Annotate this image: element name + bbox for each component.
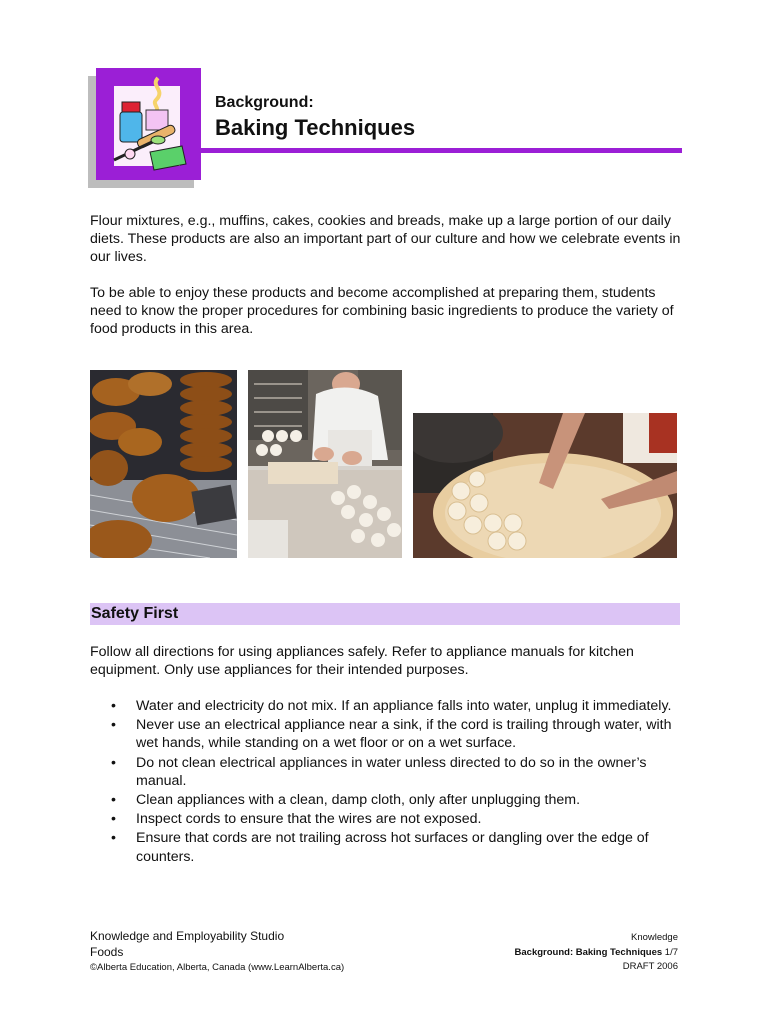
cookies-photo bbox=[90, 370, 237, 558]
footer-studio: Knowledge and Employability Studio bbox=[90, 929, 285, 943]
footer-draft: DRAFT 2006 bbox=[622, 961, 678, 972]
footer-page-number: 1/7 bbox=[662, 947, 678, 958]
section-heading-bar bbox=[90, 603, 680, 625]
bullet: • bbox=[111, 698, 116, 714]
header-pre-title: Background: bbox=[215, 94, 314, 111]
baker-photo bbox=[248, 370, 402, 558]
list-item-text: Clean appliances with a clean, damp cloth, only after unplugging them. bbox=[136, 792, 581, 809]
bullet: • bbox=[111, 754, 116, 771]
list-item-text: Do not clean electrical appliances in water unless directed to do so in the owner’s manual. bbox=[136, 754, 647, 789]
safety-intro-paragraph: Follow all directions for using appliances safely. Refer to appliance manuals for kitchen equipment. Only use appliances for their intended purposes. bbox=[90, 644, 634, 678]
bullet: • bbox=[111, 811, 116, 828]
footer-copyright: ©Alberta Education, Alberta, Canada (www.LearnAlberta.ca) bbox=[90, 962, 345, 973]
header-rule bbox=[200, 148, 682, 153]
list-item bbox=[90, 697, 690, 715]
footer-category: Knowledge bbox=[630, 932, 678, 943]
list-item bbox=[90, 716, 690, 752]
cooking-tools-clipart-icon bbox=[96, 68, 201, 180]
dough-photo bbox=[413, 413, 677, 558]
footer-doc-title: Background: Baking Techniques bbox=[514, 947, 663, 958]
list-item bbox=[90, 754, 690, 790]
list-item-text: Inspect cords to ensure that the wires are not exposed. bbox=[136, 811, 482, 828]
footer-subject: Foods bbox=[90, 945, 124, 959]
list-item bbox=[90, 791, 690, 809]
bullet: • bbox=[111, 830, 116, 847]
intro-paragraph-1: Flour mixtures, e.g., muffins, cakes, cookies and breads, make up a large portion of our daily diets. These products are also an important part of our culture and how we celebrate events in our lives. bbox=[90, 213, 681, 265]
list-item bbox=[90, 829, 690, 865]
list-item bbox=[90, 810, 690, 828]
section-heading: Safety First bbox=[91, 605, 179, 622]
intro-paragraph-2: To be able to enjoy these products and become accomplished at preparing them, students need to know the proper procedures for combining basic ingredients to produce the variety of food products in this area. bbox=[90, 285, 674, 337]
list-item-text: Water and electricity do not mix. If an appliance falls into water, unplug it immediately. bbox=[136, 698, 672, 714]
bullet: • bbox=[111, 792, 116, 809]
footer-page-label bbox=[515, 946, 678, 959]
bullet: • bbox=[111, 717, 116, 734]
list-item-text: Ensure that cords are not trailing across hot surfaces or dangling over the edge of counters. bbox=[136, 830, 649, 865]
safety-list bbox=[90, 697, 690, 867]
page-title: Baking Techniques bbox=[215, 115, 416, 140]
list-item-text: Never use an electrical appliance near a sink, if the cord is trailing through water, with wet hands, while standing on a wet floor or on a wet surface. bbox=[136, 717, 672, 752]
